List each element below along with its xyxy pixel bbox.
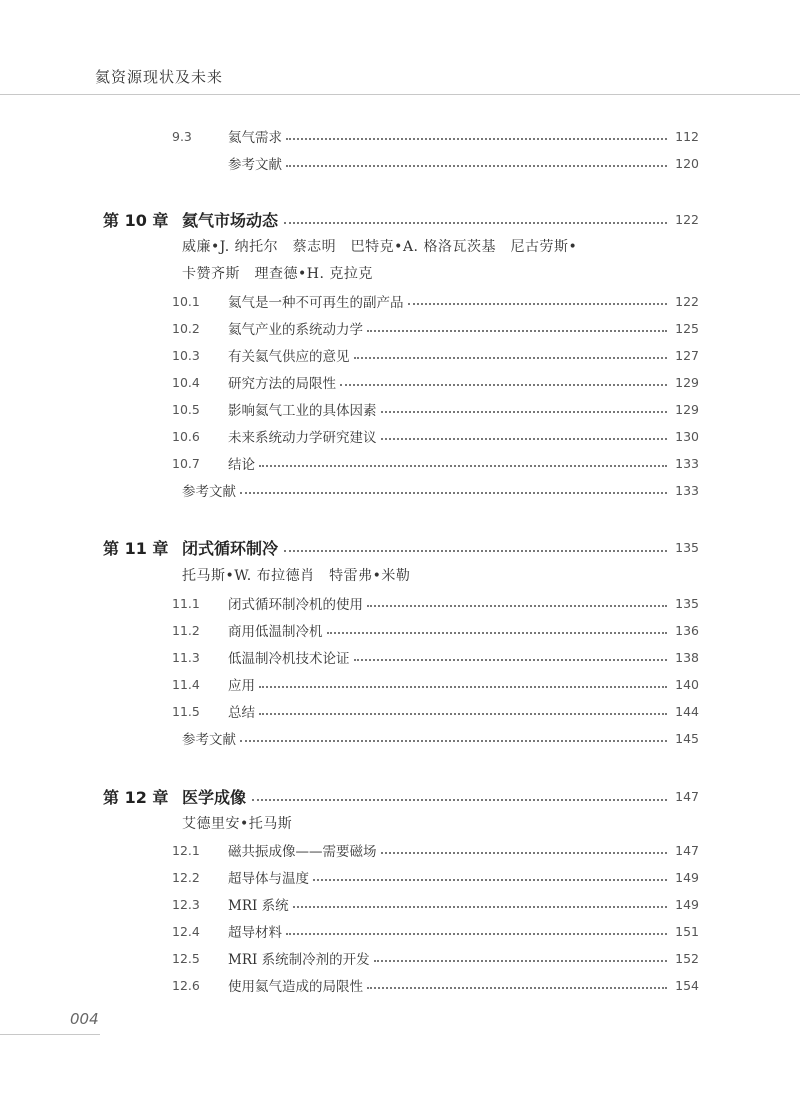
entry-title: 参考文献 [182,732,236,748]
running-title: 氦资源现状及未来 [95,68,224,86]
entry-page: 147 [675,842,699,858]
dot-leader [381,852,668,854]
entry-title: 未来系统动力学研究建议 [228,430,377,446]
dot-leader [367,987,667,989]
toc-entry-12-2[interactable] [172,866,699,888]
entry-title: 氦气产业的系统动力学 [228,322,363,338]
chapter-10-heading[interactable] [103,206,699,232]
entry-title: 参考文献 [182,484,236,500]
entry-number: 11.2 [172,622,200,638]
entry-page: 129 [675,374,699,390]
entry-number: 11.5 [172,703,200,719]
entry-page: 129 [675,401,699,417]
toc-entry-10-1[interactable] [172,290,699,312]
entry-page: 149 [675,869,699,885]
toc-entry-11-3[interactable] [172,646,699,668]
entry-page: 149 [675,896,699,912]
chapter-title: 闭式循环制冷 [182,538,279,558]
toc-entry-10-3[interactable] [172,344,699,366]
dot-leader [340,384,667,386]
dot-leader [381,411,668,413]
entry-title: 影响氦气工业的具体因素 [228,403,377,419]
dot-leader [240,492,667,494]
entry-title: 参考文献 [228,157,282,173]
entry-number: 12.3 [172,896,200,912]
dot-leader [240,740,667,742]
dot-leader [354,659,668,661]
dot-leader [293,906,667,908]
dot-leader [367,605,667,607]
entry-page: 133 [675,455,699,471]
entry-number: 11.4 [172,676,200,692]
entry-page: 140 [675,676,699,692]
entry-page: 130 [675,428,699,444]
entry-title: 低温制冷机技术论证 [228,651,350,667]
dot-leader [286,165,667,167]
entry-title: 氦气是一种不可再生的副产品 [228,295,404,311]
entry-page: 120 [675,155,699,171]
entry-title: 超导体与温度 [228,871,309,887]
chapter-page: 147 [675,788,699,804]
entry-page: 145 [675,730,699,746]
entry-number: 10.2 [172,320,200,336]
entry-number: 12.6 [172,977,200,993]
chapter-label: 第 10 章 [103,210,169,230]
toc-entry-12-5[interactable] [172,947,699,969]
dot-leader [252,799,667,801]
entry-title: 结论 [228,457,255,473]
toc-entry-10-2[interactable] [172,317,699,339]
toc-entry-10-4[interactable] [172,371,699,393]
toc-entry-10-7[interactable] [172,452,699,474]
entry-number: 10.6 [172,428,200,444]
chapter-page: 135 [675,539,699,555]
toc-entry-12-3[interactable] [172,893,699,915]
entry-page: 112 [675,128,699,144]
entry-number: 9.3 [172,128,192,144]
dot-leader [286,933,667,935]
entry-title: MRI 系统 [228,898,289,914]
entry-page: 122 [675,293,699,309]
entry-page: 135 [675,595,699,611]
footer-rule [0,1034,100,1035]
toc-entry-ch9-references[interactable] [172,152,699,174]
entry-title: 磁共振成像——需要磁场 [228,844,377,860]
chapter-11-heading[interactable] [103,534,699,560]
entry-page: 133 [675,482,699,498]
dot-leader [259,465,667,467]
toc-entry-10-6[interactable] [172,425,699,447]
toc-entry-10-5[interactable] [172,398,699,420]
entry-number: 10.4 [172,374,200,390]
dot-leader [354,357,668,359]
dot-leader [284,222,667,224]
entry-title: 研究方法的局限性 [228,376,336,392]
dot-leader [408,303,668,305]
chapter-page: 122 [675,211,699,227]
entry-number: 12.5 [172,950,200,966]
chapter-title: 氦气市场动态 [182,210,279,230]
dot-leader [259,713,667,715]
toc-entry-12-6[interactable] [172,974,699,996]
chapter-11-authors: 托马斯•W. 布拉德肖 特雷弗•米勒 [182,568,411,584]
chapter-12-authors: 艾德里安•托马斯 [182,816,293,832]
entry-title: 闭式循环制冷机的使用 [228,597,363,613]
dot-leader [367,330,667,332]
entry-title: 超导材料 [228,925,282,941]
dot-leader [381,438,668,440]
chapter-label: 第 11 章 [103,538,169,558]
dot-leader [259,686,667,688]
toc-entry-12-4[interactable] [172,920,699,942]
entry-page: 144 [675,703,699,719]
dot-leader [284,550,667,552]
toc-entry-9-3[interactable] [172,125,699,147]
entry-page: 138 [675,649,699,665]
toc-entry-11-1[interactable] [172,592,699,614]
chapter-10-authors-line-2: 卡赞齐斯 理查德•H. 克拉克 [182,266,373,282]
toc-entry-12-1[interactable] [172,839,699,861]
entry-page: 125 [675,320,699,336]
entry-page: 152 [675,950,699,966]
chapter-label: 第 12 章 [103,787,169,807]
dot-leader [374,960,667,962]
entry-page: 154 [675,977,699,993]
entry-number: 11.3 [172,649,200,665]
entry-number: 12.1 [172,842,200,858]
entry-number: 12.2 [172,869,200,885]
chapter-title: 医学成像 [182,787,247,807]
entry-number: 10.5 [172,401,200,417]
toc-entry-ch10-references[interactable] [182,479,699,501]
entry-page: 136 [675,622,699,638]
entry-title: 应用 [228,678,255,694]
toc-entry-ch11-references[interactable] [182,727,699,749]
page-number: 004 [70,1010,99,1028]
entry-page: 151 [675,923,699,939]
entry-page: 127 [675,347,699,363]
entry-number: 12.4 [172,923,200,939]
entry-number: 10.3 [172,347,200,363]
entry-title: 总结 [228,705,255,721]
dot-leader [313,879,667,881]
toc-entry-11-2[interactable] [172,619,699,641]
entry-title: 使用氦气造成的局限性 [228,979,363,995]
dot-leader [327,632,668,634]
entry-title: 有关氦气供应的意见 [228,349,350,365]
dot-leader [286,138,667,140]
entry-title: MRI 系统制冷剂的开发 [228,952,370,968]
entry-number: 11.1 [172,595,200,611]
entry-number: 10.7 [172,455,200,471]
toc-entry-11-5[interactable] [172,700,699,722]
chapter-12-heading[interactable] [103,783,699,809]
toc-entry-11-4[interactable] [172,673,699,695]
entry-title: 氦气需求 [228,130,282,146]
entry-number: 10.1 [172,293,200,309]
entry-title: 商用低温制冷机 [228,624,323,640]
chapter-10-authors-line-1: 威廉•J. 纳托尔 蔡志明 巴特克•A. 格洛瓦茨基 尼古劳斯• [182,239,578,255]
